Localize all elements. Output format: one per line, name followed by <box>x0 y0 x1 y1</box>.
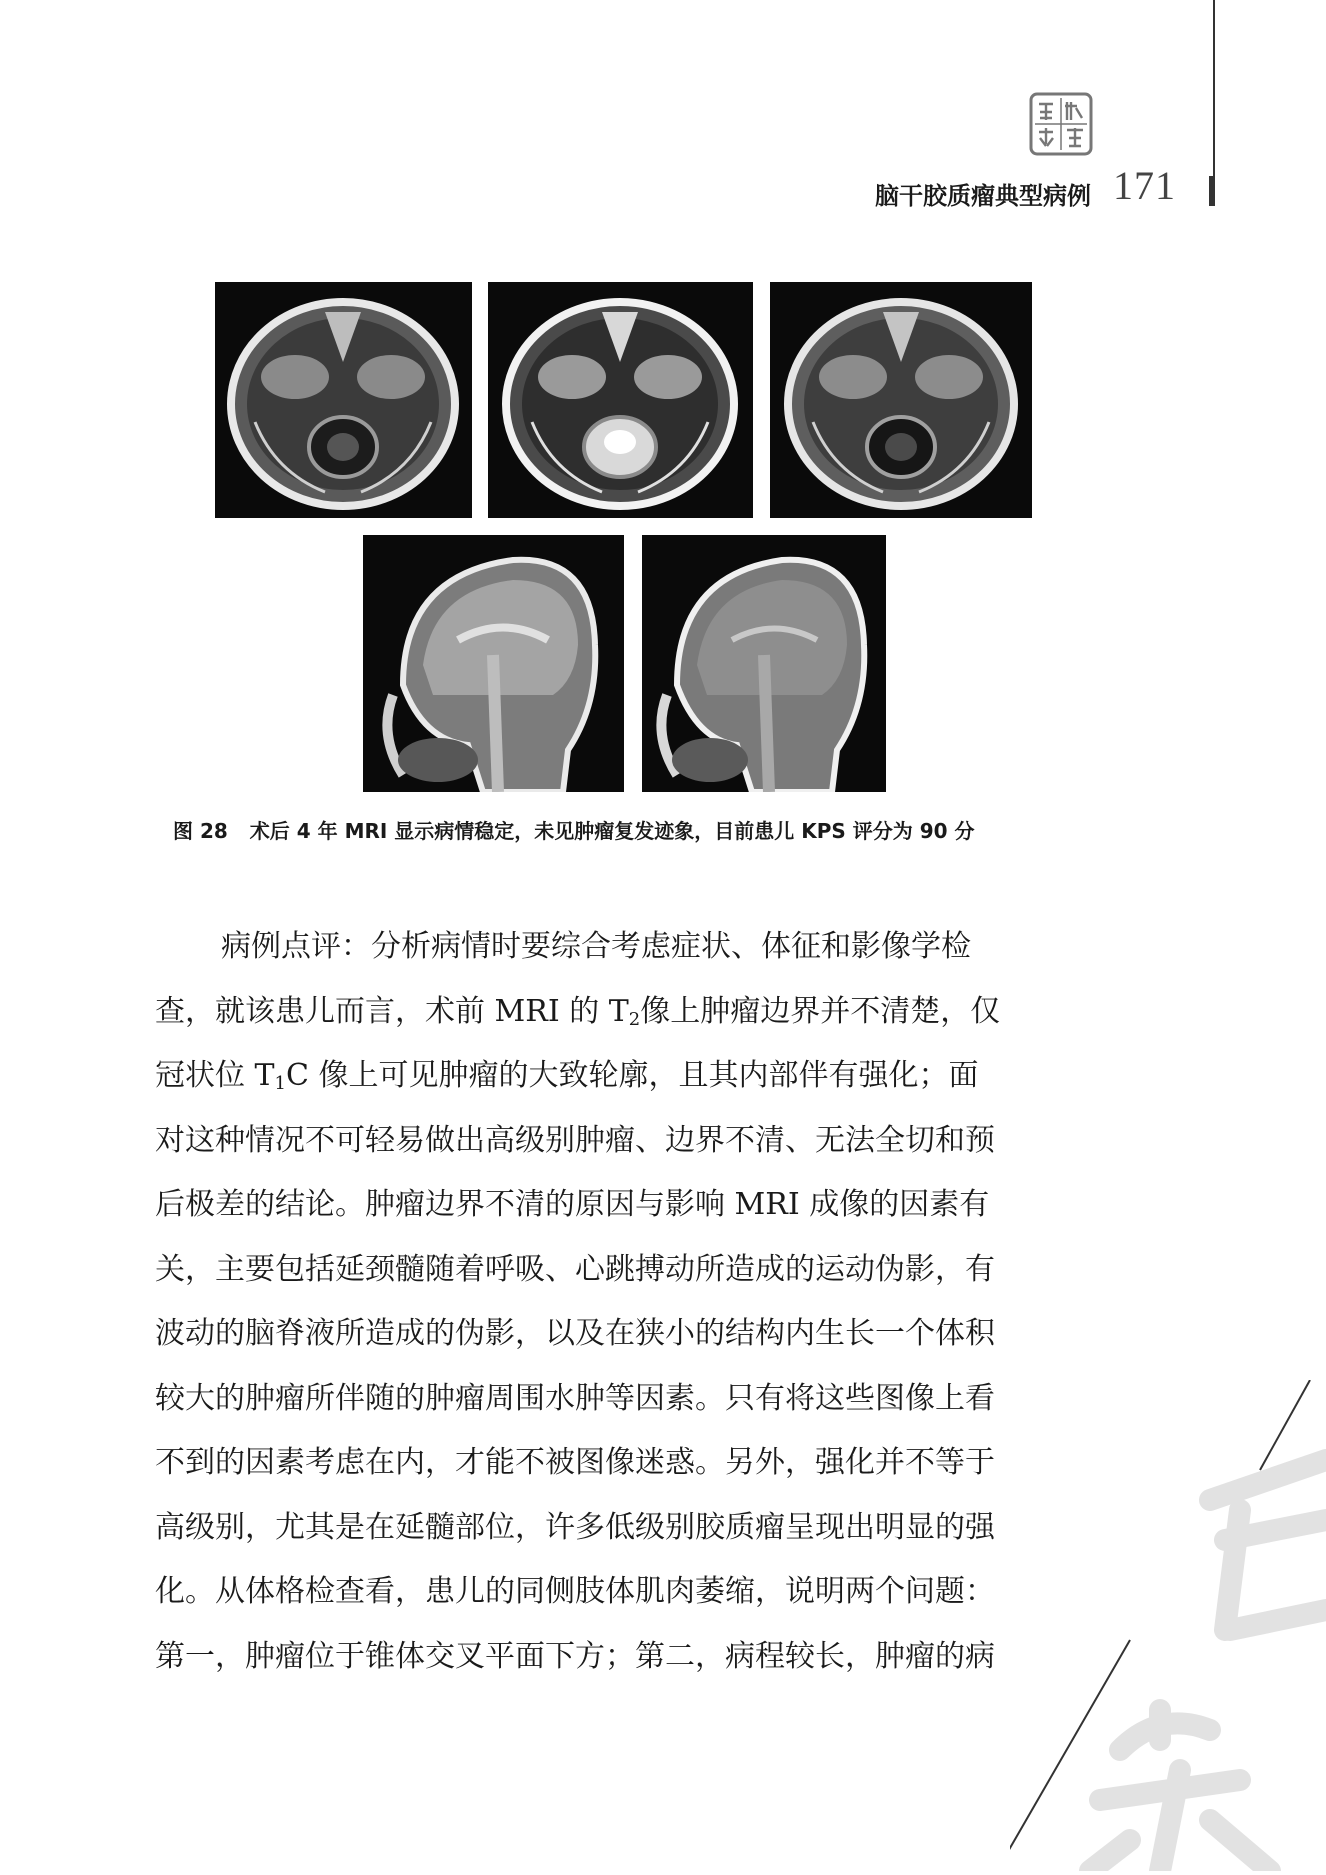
commentary-paragraph <box>155 915 1095 1689</box>
text-line: 冠状位 T 1 C 像上可见肿瘤的大致轮廓，且其内部伴有强化；面 <box>155 1058 979 1094</box>
text-line: 高级别，尤其是在延髓部位，许多低级别胶质瘤呈现出明显的强 <box>155 1509 995 1545</box>
logo-seal-icon <box>1029 92 1093 156</box>
text-line: 化。从体格检查看，患儿的同侧肢体肌肉萎缩，说明两个问题： <box>155 1574 995 1609</box>
figure-caption <box>173 815 997 844</box>
figure-caption-text: 术后 4 年 MRI 显示病情稳定，未见肿瘤复发迹象，目前患儿 KPS 评分为 90 分 <box>249 819 975 843</box>
text-line: 不到的因素考虑在内，才能不被图像迷惑。另外，强化并不等于 <box>155 1445 995 1480</box>
watermark-glyphs <box>1090 1460 1326 1871</box>
mri-sagittal-image-2 <box>642 535 886 792</box>
margin-rule <box>1213 0 1215 200</box>
mri-axial-image-3 <box>770 282 1032 518</box>
corner-watermark <box>1010 1380 1326 1871</box>
text-line: 病例点评：分析病情时要综合考虑症状、体征和影像学检 <box>221 929 971 964</box>
text-line: 查，就该患儿而言，术前 MRI 的 T 2 像上肿瘤边界并不清楚，仅 <box>155 993 1001 1030</box>
text-line: 关，主要包括延颈髓随着呼吸、心跳搏动所造成的运动伪影，有 <box>155 1251 995 1287</box>
mri-sagittal-image-1 <box>363 535 624 792</box>
mri-axial-image-2 <box>488 282 753 518</box>
text-line: 波动的脑脊液所造成的伪影，以及在狭小的结构内生长一个体积 <box>155 1316 995 1351</box>
page-number-tick <box>1209 176 1215 206</box>
text-line: 后极差的结论。肿瘤边界不清的原因与影响 MRI 成像的因素有 <box>155 1187 990 1222</box>
mri-axial-image-1 <box>215 282 472 518</box>
page-number: 171 <box>1113 163 1176 208</box>
text-line: 较大的肿瘤所伴随的肿瘤周围水肿等因素。只有将这些图像上看 <box>155 1380 995 1416</box>
running-title: 脑干胶质瘤典型病例 <box>875 182 1091 210</box>
figure-caption-label: 图 28 <box>173 819 228 843</box>
text-line: 对这种情况不可轻易做出高级别肿瘤、边界不清、无法全切和预 <box>155 1122 995 1158</box>
text-line: 第一，肿瘤位于锥体交叉平面下方；第二，病程较长，肿瘤的病 <box>155 1638 995 1674</box>
